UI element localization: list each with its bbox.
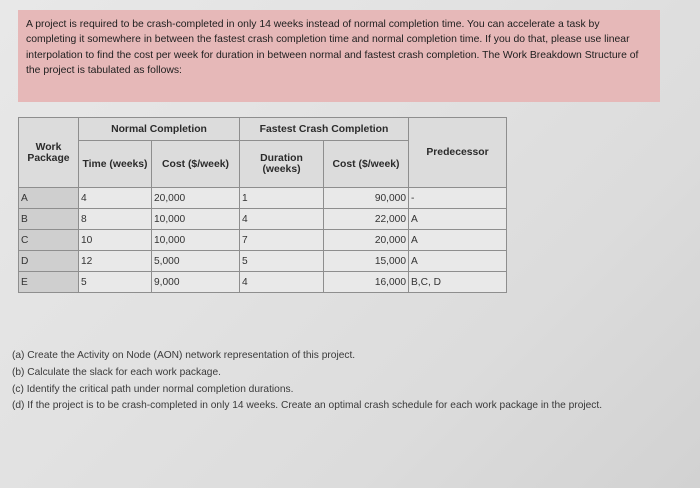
- cell-work-package: E: [19, 272, 79, 293]
- header-crash-duration: Duration (weeks): [240, 141, 324, 188]
- cell-crash-cost: 22,000: [324, 209, 409, 230]
- table-row: [19, 209, 507, 230]
- cell-normal-time: 12: [79, 251, 152, 272]
- cell-predecessor: B,C, D: [409, 272, 507, 293]
- header-crash-cost: Cost ($/week): [324, 141, 409, 188]
- cell-crash-cost: 15,000: [324, 251, 409, 272]
- question-c: (c) Identify the critical path under normal completion durations.: [12, 383, 294, 395]
- cell-normal-cost: 10,000: [152, 230, 240, 251]
- cell-crash-duration: 1: [240, 188, 324, 209]
- header-normal-completion: Normal Completion: [79, 118, 240, 141]
- cell-normal-cost: 20,000: [152, 188, 240, 209]
- problem-statement-text: A project is required to be crash-completed in only 14 weeks instead of normal completion time. You can accelerate a task by completing it somewhere in between the fastest crash completion time and normal completion time. If you do that, please use linear interpolation to find the cost per week for duration in between normal and fastest crash completion. The Work Breakdown Structure of the project is tabulated as follows:: [26, 19, 639, 77]
- cell-predecessor: A: [409, 230, 507, 251]
- cell-work-package: D: [19, 251, 79, 272]
- cell-predecessor: A: [409, 209, 507, 230]
- cell-crash-duration: 5: [240, 251, 324, 272]
- cell-normal-time: 10: [79, 230, 152, 251]
- cell-work-package: B: [19, 209, 79, 230]
- cell-normal-time: 5: [79, 272, 152, 293]
- cell-crash-duration: 4: [240, 209, 324, 230]
- header-fastest-crash-completion: Fastest Crash Completion: [240, 118, 409, 141]
- cell-normal-cost: 9,000: [152, 272, 240, 293]
- table-row: [19, 251, 507, 272]
- cell-work-package: C: [19, 230, 79, 251]
- question-d: (d) If the project is to be crash-completed in only 14 weeks. Create an optimal crash schedule for each work package in the project.: [12, 400, 603, 412]
- cell-crash-duration: 4: [240, 272, 324, 293]
- problem-statement: [18, 10, 660, 102]
- cell-crash-duration: 7: [240, 230, 324, 251]
- header-normal-time: Time (weeks): [79, 141, 152, 188]
- work-breakdown-table: [18, 117, 507, 293]
- cell-normal-cost: 10,000: [152, 209, 240, 230]
- table-row: [19, 230, 507, 251]
- table-row: [19, 272, 507, 293]
- table-row: [19, 188, 507, 209]
- header-predecessor: Predecessor: [409, 118, 507, 188]
- cell-predecessor: -: [409, 188, 507, 209]
- cell-normal-time: 8: [79, 209, 152, 230]
- header-normal-cost: Cost ($/week): [152, 141, 240, 188]
- cell-crash-cost: 20,000: [324, 230, 409, 251]
- cell-crash-cost: 90,000: [324, 188, 409, 209]
- cell-normal-time: 4: [79, 188, 152, 209]
- cell-crash-cost: 16,000: [324, 272, 409, 293]
- question-b: (b) Calculate the slack for each work package.: [12, 366, 221, 378]
- cell-normal-cost: 5,000: [152, 251, 240, 272]
- cell-predecessor: A: [409, 251, 507, 272]
- header-work-package: Work Package: [19, 118, 79, 188]
- question-a: (a) Create the Activity on Node (AON) network representation of this project.: [12, 350, 356, 361]
- question-list: [12, 348, 684, 415]
- cell-work-package: A: [19, 188, 79, 209]
